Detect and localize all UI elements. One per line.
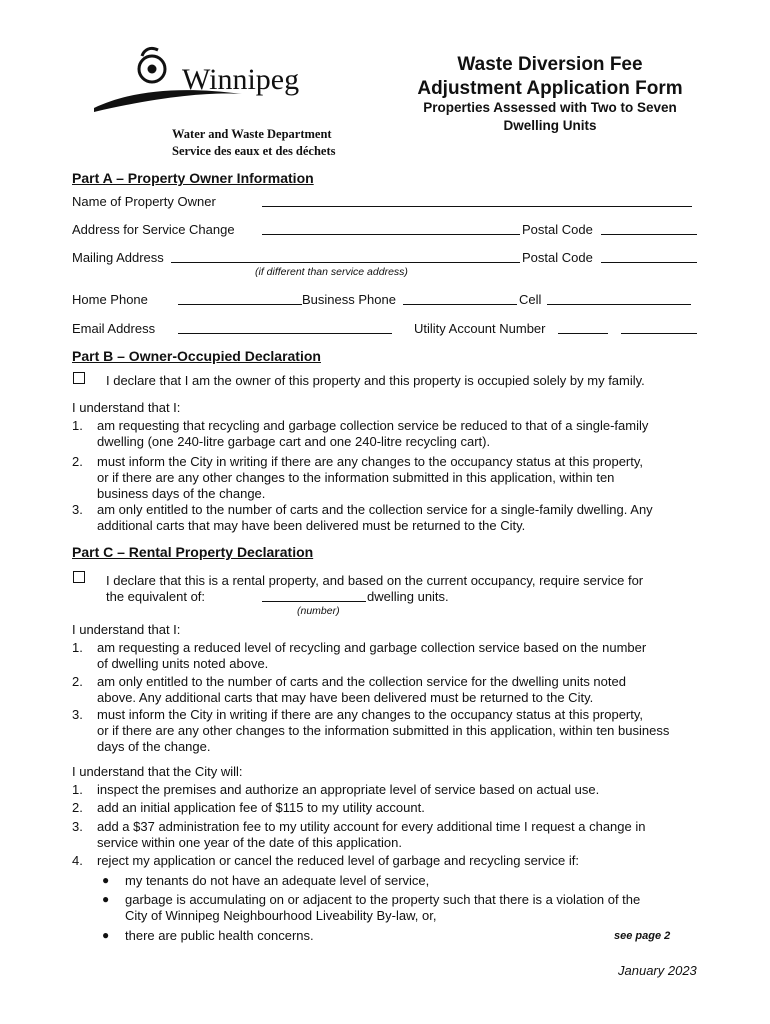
postal-code-label: Postal Code xyxy=(522,222,593,237)
part-c-item-text: days of the change. xyxy=(97,739,211,754)
department-english: Water and Waste Department xyxy=(172,127,332,141)
city-will-heading: I understand that the City will: xyxy=(72,764,243,779)
rental-declaration-line2b: dwelling units. xyxy=(367,589,449,604)
home-phone-label: Home Phone xyxy=(72,292,148,307)
utility-account-label: Utility Account Number xyxy=(414,321,546,336)
part-b-item-text: additional carts that may have been delivered must be returned to the City. xyxy=(97,518,526,533)
part-a-heading: Part A – Property Owner Information xyxy=(72,170,314,186)
part-b-item-text: must inform the City in writing if there are any changes to the occupancy status at this property, xyxy=(97,454,644,469)
part-b-item-number: 2. xyxy=(72,454,83,469)
part-c-item-text: of dwelling units noted above. xyxy=(97,656,269,671)
city-item-text: reject my application or cancel the reduced level of garbage and recycling service if: xyxy=(97,853,579,868)
bullet-icon: ● xyxy=(102,928,110,942)
part-b-item-number: 3. xyxy=(72,502,83,517)
service-address-label: Address for Service Change xyxy=(72,222,235,237)
utility-account-field-2[interactable] xyxy=(621,333,697,334)
owner-name-label: Name of Property Owner xyxy=(72,194,216,209)
part-b-item-text: am requesting that recycling and garbage collection service be reduced to that of a single-family xyxy=(97,418,649,433)
owner-occupied-declaration: I declare that I am the owner of this property and this property is occupied solely by my family. xyxy=(106,373,645,388)
mailing-address-note: (if different than service address) xyxy=(255,266,408,278)
email-label: Email Address xyxy=(72,321,156,336)
part-b-understand: I understand that I: xyxy=(72,400,181,415)
part-c-item-text: must inform the City in writing if there are any changes to the occupancy status at this property, xyxy=(97,707,644,722)
rental-property-checkbox[interactable] xyxy=(73,571,85,583)
utility-account-field-1[interactable] xyxy=(558,333,608,334)
part-b-item-number: 1. xyxy=(72,418,83,433)
part-c-item-number: 3. xyxy=(72,707,83,722)
part-b-item-text: business days of the change. xyxy=(97,486,266,501)
bullet-item-text: City of Winnipeg Neighbourhood Liveability By-law, or, xyxy=(125,908,437,923)
cell-field[interactable] xyxy=(547,304,691,305)
city-item-text: add an initial application fee of $115 to my utility account. xyxy=(97,800,425,815)
form-subtitle-line2: Dwelling Units xyxy=(503,118,597,133)
bullet-icon: ● xyxy=(102,892,110,906)
part-c-item-number: 2. xyxy=(72,674,83,689)
part-b-item-text: or if there are any other changes to the information submitted in this application, within ten xyxy=(97,470,615,485)
part-c-item-text: or if there are any other changes to the information submitted in this application, within ten business xyxy=(97,723,670,738)
owner-occupied-checkbox[interactable] xyxy=(73,372,85,384)
city-item-number: 4. xyxy=(72,853,83,868)
mailing-postal-code-label: Postal Code xyxy=(522,250,593,265)
part-c-item-text: am only entitled to the number of carts and the collection service for the dwelling units noted xyxy=(97,674,626,689)
city-item-number: 2. xyxy=(72,800,83,815)
mailing-address-field[interactable] xyxy=(171,262,520,263)
dwelling-units-number-field[interactable] xyxy=(262,601,366,602)
part-b-item-text: am only entitled to the number of carts and the collection service for a single-family dwelling. Any xyxy=(97,502,653,517)
city-item-text: service within one year of the date of this application. xyxy=(97,835,402,850)
city-item-number: 1. xyxy=(72,782,83,797)
service-address-field[interactable] xyxy=(262,234,520,235)
rental-declaration-line1: I declare that this is a rental property, and based on the current occupancy, require service for xyxy=(106,573,644,588)
postal-code-field[interactable] xyxy=(601,234,697,235)
mailing-address-label: Mailing Address xyxy=(72,250,164,265)
part-c-heading: Part C – Rental Property Declaration xyxy=(72,544,314,560)
bullet-item-text: my tenants do not have an adequate level of service, xyxy=(125,873,430,888)
form-subtitle-line1: Properties Assessed with Two to Seven xyxy=(423,100,677,115)
number-note: (number) xyxy=(297,605,340,617)
logo-text: Winnipeg xyxy=(182,63,300,96)
part-b-heading: Part B – Owner-Occupied Declaration xyxy=(72,348,321,364)
part-c-item-text: above. Any additional carts that may have been delivered must be returned to the City. xyxy=(97,690,594,705)
rental-declaration-line2a: the equivalent of: xyxy=(106,589,206,604)
form-date: January 2023 xyxy=(618,963,697,978)
part-c-item-text: am requesting a reduced level of recycling and garbage collection service based on the number xyxy=(97,640,647,655)
form-title-line1: Waste Diversion Fee xyxy=(457,54,643,75)
email-field[interactable] xyxy=(178,333,392,334)
cell-label: Cell xyxy=(519,292,542,307)
bullet-icon: ● xyxy=(102,873,110,887)
department-french: Service des eaux et des déchets xyxy=(172,144,336,158)
part-b-item-text: dwelling (one 240-litre garbage cart and one 240-litre recycling cart). xyxy=(97,434,491,449)
city-item-number: 3. xyxy=(72,819,83,834)
form-title-line2: Adjustment Application Form xyxy=(417,78,683,99)
part-c-item-number: 1. xyxy=(72,640,83,655)
business-phone-field[interactable] xyxy=(403,304,517,305)
part-c-understand: I understand that I: xyxy=(72,622,181,637)
city-item-text: add a $37 administration fee to my utility account for every additional time I request a change in xyxy=(97,819,646,834)
home-phone-field[interactable] xyxy=(178,304,302,305)
owner-name-field[interactable] xyxy=(262,206,692,207)
mailing-postal-code-field[interactable] xyxy=(601,262,697,263)
bullet-item-text: garbage is accumulating on or adjacent to the property such that there is a violation of the xyxy=(125,892,641,907)
city-item-text: inspect the premises and authorize an appropriate level of service based on actual use. xyxy=(97,782,600,797)
bullet-item-text: there are public health concerns. xyxy=(125,928,314,943)
see-page-2-note: see page 2 xyxy=(614,930,671,942)
business-phone-label: Business Phone xyxy=(302,292,396,307)
